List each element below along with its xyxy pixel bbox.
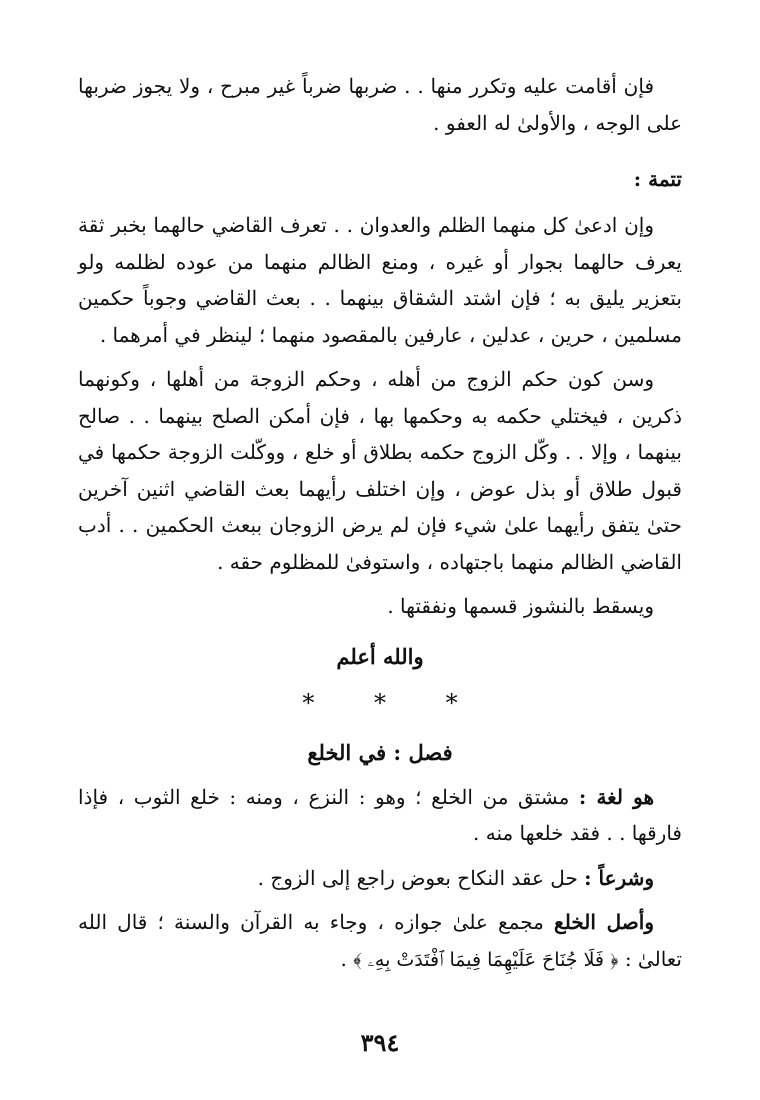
definition-linguistic-text: مشتق من الخلع ؛ وهو : النزع ، ومنه : خلع الثوب ، فإذا فارقها . . فقد خلعها منه . [78, 784, 682, 845]
paragraph-nushuz: ويسقط بالنشوز قسمها ونفقتها . [387, 594, 654, 618]
definition-origin [78, 904, 682, 978]
closing-phrase: والله أعلم [336, 643, 424, 669]
section-separator: * * * [302, 688, 484, 717]
definition-linguistic-lead: هو لغة : [578, 784, 654, 809]
verse-end-mark: . [340, 946, 347, 971]
quran-verse: ﴿ فَلَا جُنَاحَ عَلَيْهِمَا فِيمَا ٱفْتَدَتْ بِهِۦ ﴾ [353, 948, 619, 971]
paragraph-arbiters: وسن كون حكم الزوج من أهله ، وحكم الزوجة من أهلها ، وكونهما ذكرين ، فيختلي حكمه به وحكمها بها ، فإن أمكن الصلح بينهما . . صالح بينهما ، وإلا . . وكّل الزوج حكمه بطلاق أو خلع ، ووكّلت الزوجة حكمها في قبول طلاق أو بذل عوض ، وإن اختلف رأيهما بعث القاضي اثنين آخرين حتىٰ يتفق رأيهما علىٰ شيء فإن لم يرض الزوجان ببعث الحكمين . . أدب القاضي الظالم منهما باجتهاده ، واستوفىٰ للمظلوم حقه . [78, 367, 682, 574]
heading-tatimma: تتمة : [633, 167, 682, 191]
section-title: فصل : في الخلع [307, 739, 453, 765]
paragraph-beating: فإن أقامت عليه وتكرر منها . . ضربها ضرباً غير مبرح ، ولا يجوز ضربها على الوجه ، والأولىٰ له العفو . [78, 74, 682, 135]
definition-origin-lead: وأصل الخلع [554, 910, 654, 934]
definition-legal-lead: وشرعاً : [584, 865, 654, 890]
definition-origin-text: مجمع علىٰ جوازه ، وجاء به القرآن والسنة ؛ قال الله تعالىٰ : [78, 910, 682, 971]
paragraph-dispute: وإن ادعىٰ كل منهما الظلم والعدوان . . تعرف القاضي حالهما بخبر ثقة يعرف حالهما بجوار أو غيره ، ومنع الظالم منهما من عوده لظلمه ولو بتعزير يليق به ؛ فإن اشتد الشقاق بينهما . . بعث القاضي وجوباً حكمين مسلمين ، حرين ، عدلين ، عارفين بالمقصود منهما ؛ لينظر في أمرهما . [78, 213, 682, 347]
definition-legal-text: حل عقد النكاح بعوض راجع إلى الزوج . [257, 865, 578, 890]
definition-legal [78, 860, 682, 897]
definition-linguistic [78, 779, 682, 852]
page-number: ٣٩٤ [360, 1028, 400, 1057]
